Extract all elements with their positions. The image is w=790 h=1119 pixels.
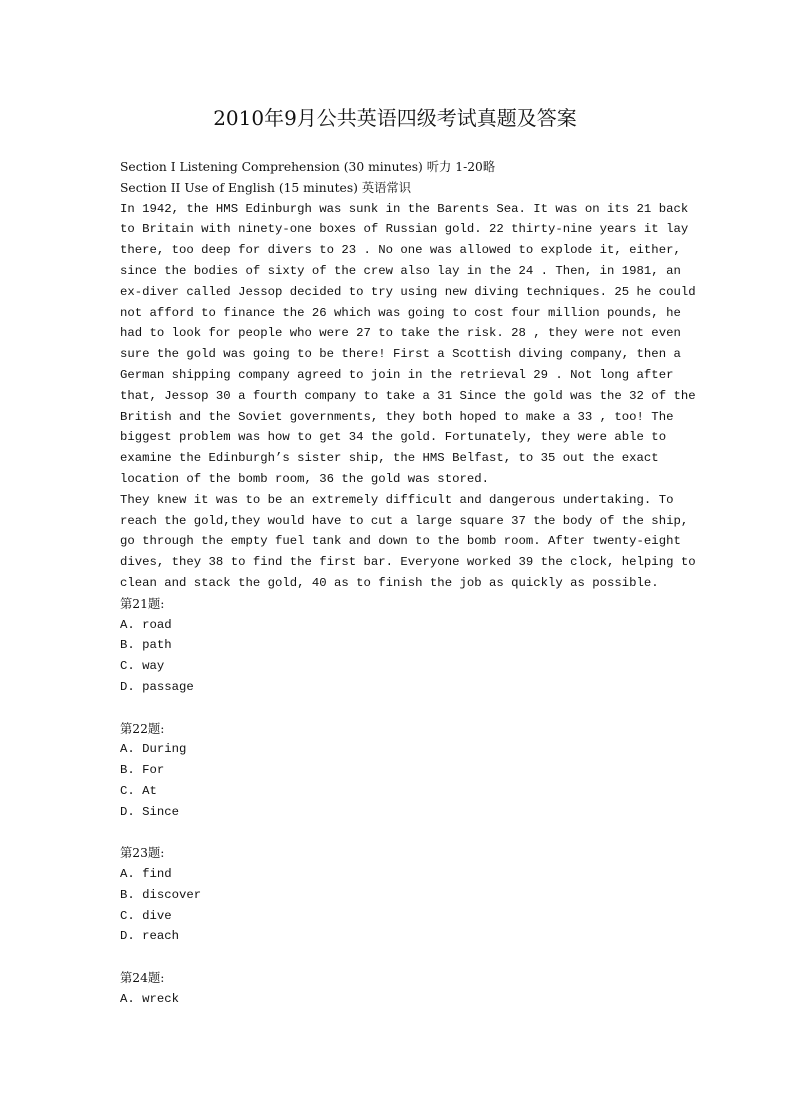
document-body <box>120 157 696 1010</box>
question-21 <box>120 594 680 698</box>
passage-line: ex-diver called Jessop decided to try using new diving techniques. 25 he could <box>120 284 696 299</box>
passage-line: to Britain with ninety-one boxes of Russian gold. 22 thirty-nine years it lay <box>120 222 689 237</box>
question-label: 第22题: <box>120 721 165 736</box>
spacer <box>120 698 680 719</box>
passage-line: location of the bomb room, 36 the gold was stored. <box>120 471 489 486</box>
question-23 <box>120 843 680 947</box>
question-label: 第24题: <box>120 971 165 986</box>
passage-line: since the bodies of sixty of the crew also lay in the 24 . Then, in 1981, an <box>120 263 681 278</box>
passage-paragraph-1 <box>120 199 696 490</box>
passage-line: biggest problem was how to get 34 the gold. Fortunately, they were able to <box>120 430 667 445</box>
answer-option: B. discover <box>120 887 202 902</box>
passage-line: examine the Edinburgh’s sister ship, the HMS Belfast, to 35 out the exact <box>120 451 659 466</box>
answer-option: D. passage <box>120 679 194 694</box>
passage-line: British and the Soviet governments, they both hoped to make a 33 , too! The <box>120 409 674 424</box>
section-heading-listening: Section I Listening Comprehension (30 minutes) 听力 1-20略 <box>120 160 496 174</box>
passage-line: there, too deep for divers to 23 . No one was allowed to explode it, either, <box>120 243 681 258</box>
question-24 <box>120 968 680 1010</box>
passage-line: In 1942, the HMS Edinburgh was sunk in the Barents Sea. It was on its 21 back <box>120 201 689 216</box>
section-heading-use-of-english: Section II Use of English (15 minutes) 英语常识 <box>120 180 412 195</box>
spacer <box>120 823 680 844</box>
answer-option: A. find <box>120 867 172 882</box>
spacer <box>120 947 680 968</box>
answer-option: C. At <box>120 783 157 798</box>
passage-line: They knew it was to be an extremely difficult and dangerous undertaking. To <box>120 492 674 507</box>
answer-option: B. path <box>120 638 172 653</box>
answer-option: C. way <box>120 659 165 674</box>
answer-option: D. reach <box>120 929 180 944</box>
passage-line: that, Jessop 30 a fourth company to take a 31 Since the gold was the 32 of the <box>120 388 696 403</box>
answer-option: C. dive <box>120 908 172 923</box>
question-label: 第21题: <box>120 596 165 611</box>
passage-line: reach the gold,they would have to cut a large square 37 the body of the ship, <box>120 513 689 528</box>
answer-option: B. For <box>120 763 165 778</box>
passage-line: go through the empty fuel tank and down to the bomb room. After twenty-eight <box>120 534 681 549</box>
passage-paragraph-2 <box>120 490 696 594</box>
answer-option: D. Since <box>120 804 180 819</box>
question-label: 第23题: <box>120 846 165 861</box>
passage-line: dives, they 38 to find the first bar. Everyone worked 39 the clock, helping to <box>120 555 696 570</box>
passage-line: sure the gold was going to be there! First a Scottish diving company, then a <box>120 347 681 362</box>
question-22 <box>120 719 680 823</box>
passage-line: not afford to finance the 26 which was going to cost four million pounds, he <box>120 305 681 320</box>
passage-line: clean and stack the gold, 40 as to finish the job as quickly as possible. <box>120 575 659 590</box>
answer-option: A. road <box>120 617 172 632</box>
answer-option: A. wreck <box>120 991 180 1006</box>
passage-line: German shipping company agreed to join in the retrieval 29 . Not long after <box>120 367 674 382</box>
passage-line: had to look for people who were 27 to take the risk. 28 , they were not even <box>120 326 681 341</box>
answer-option: A. During <box>120 742 187 757</box>
document-title: 2010年9月公共英语四级考试真题及答案 <box>213 106 577 130</box>
